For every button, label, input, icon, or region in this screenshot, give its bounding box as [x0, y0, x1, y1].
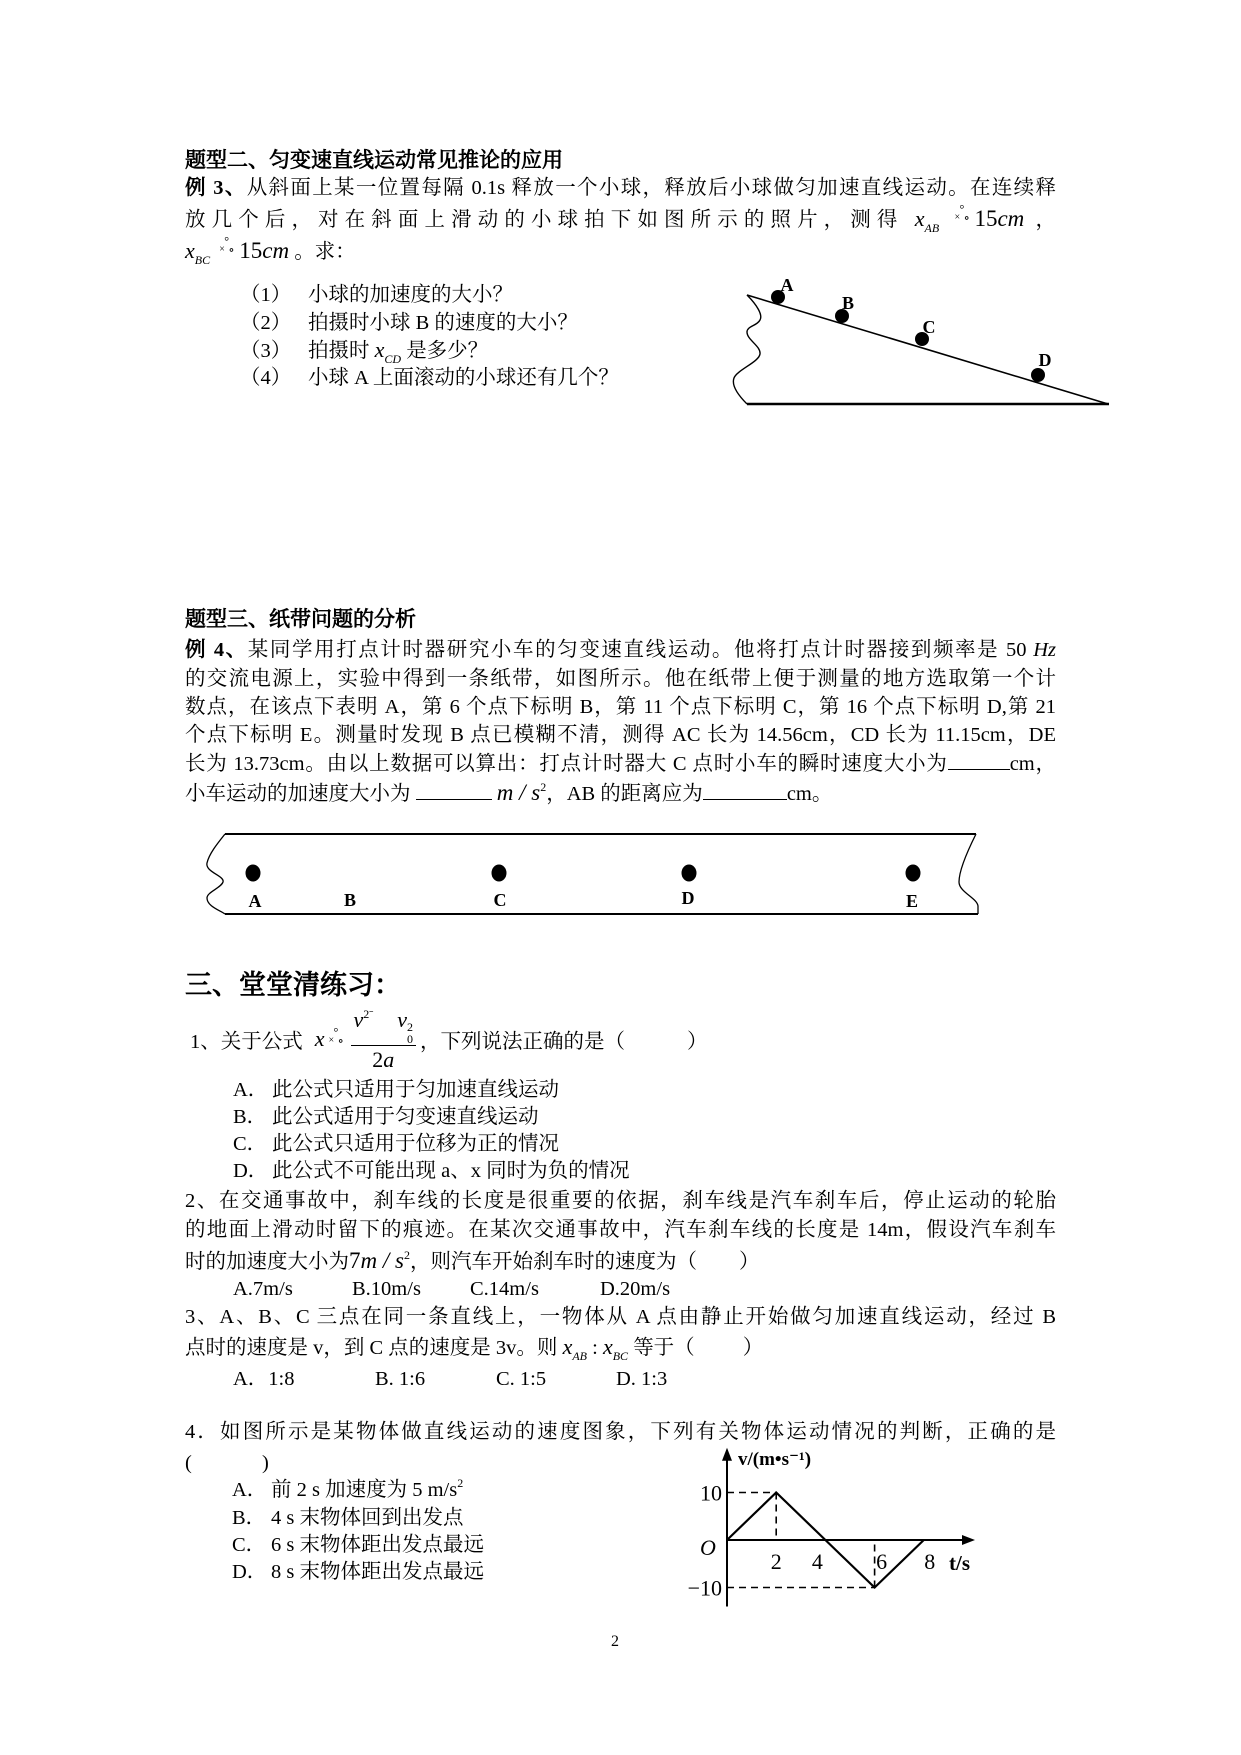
tape-dot-c — [492, 865, 507, 882]
y-tick-label: 10 — [700, 1480, 722, 1506]
question-2-line1: 2、在交通事故中，刹车线的长度是很重要的依据，刹车线是汽车刹车后，停止运动的轮胎 — [185, 1190, 1056, 1212]
fraction-denominator — [372, 1046, 394, 1073]
garbled-minus: ˉ — [369, 1006, 374, 1021]
example4-line4: 个点下标明 E。测量时发现 B 点已模糊不清，测得 AC 长为 14.56cm，CD 长为 11.15cm，DE — [185, 724, 1056, 746]
option-label: A． — [232, 1479, 268, 1501]
question-2-options — [0, 1274, 1100, 1304]
sub-question-number: （4） — [240, 367, 292, 389]
question-1-option — [233, 1102, 833, 1132]
formula-script-stack — [407, 1021, 413, 1045]
frequency-unit: Hz — [1033, 639, 1057, 661]
tape-label-d: D — [681, 888, 695, 908]
question-3-options — [0, 1364, 1100, 1394]
unit-text: cm。 — [786, 783, 833, 805]
question-2-option-a: A.7m/s — [233, 1278, 293, 1300]
question-1-prefix: 1、关于公式 — [190, 1031, 303, 1053]
example4-line2: 的交流电源上，实验中得到一条纸带，如图所示。他在纸带上便于测量的地方选取第一个计 — [185, 668, 1056, 690]
option-label: C． — [232, 1534, 267, 1556]
example4-text: 长为 13.73cm。由以上数据可以算出：打点计时器大 C 点时小车的瞬时速度大小为 — [185, 753, 948, 775]
example4-line5 — [185, 749, 1056, 779]
ball-d — [1031, 368, 1045, 382]
incline-slope-line — [747, 295, 1108, 404]
question-3-option-d: D. 1:3 — [616, 1368, 668, 1390]
answer-paren-gap — [695, 1344, 743, 1354]
option-label: B． — [232, 1507, 267, 1529]
x-axis-label: t/s — [949, 1551, 970, 1575]
question-3-text: 点时的速度是 v，到 C 点的速度是 3v。则 — [185, 1337, 558, 1359]
question-4-option — [232, 1530, 632, 1560]
math-unit: cm — [262, 238, 290, 263]
example3-line2 — [185, 204, 1056, 234]
sub-question — [240, 308, 680, 338]
tape-label-b: B — [343, 890, 357, 910]
math-var: x — [602, 1334, 613, 1359]
denominator-variable: a — [383, 1046, 395, 1072]
example4-text: 某同学用打点计时器研究小车的匀变速直线运动。他将打点计时器接到频率是 50 — [247, 639, 1027, 661]
option-label: C． — [233, 1133, 268, 1155]
option-text: 此公式适用于匀变速直线运动 — [272, 1106, 539, 1128]
formula-v0: v — [397, 1006, 408, 1032]
answer-paren-gap — [697, 1258, 739, 1268]
page-number: 2 — [611, 1633, 619, 1650]
math-subscript: AB — [924, 221, 940, 235]
denominator-coefficient: 2 — [372, 1046, 384, 1072]
formula-fraction — [351, 1006, 417, 1073]
question-1-suffix: ，下列说法正确的是（ — [420, 1031, 626, 1053]
formula-v: v — [353, 1006, 364, 1032]
math-unit: cm — [997, 206, 1025, 231]
ratio-sign: : — [592, 1337, 598, 1359]
ball-label-b: B — [841, 293, 855, 313]
question-2-option-c: C.14m/s — [470, 1278, 539, 1300]
x-tick-label: 4 — [811, 1549, 823, 1574]
tape-right-torn-edge — [959, 834, 978, 914]
question-3-option-c: C. 1:5 — [496, 1368, 547, 1390]
acceleration-unit: m / s — [360, 1248, 404, 1273]
sub-question-text: 小球 A 上面滚动的小球还有几个？ — [308, 367, 619, 389]
math-subscript: AB — [572, 1349, 587, 1363]
math-var: x — [914, 206, 925, 231]
math-var: x — [562, 1334, 573, 1359]
garbled-equals-symbol — [328, 1025, 346, 1048]
question-2-text: ，则汽车开始刹车时的速度为（ — [409, 1251, 697, 1273]
tape-left-torn-edge — [207, 834, 225, 914]
option-text: 6 s 末物体距出发点最远 — [271, 1534, 484, 1556]
data-point — [825, 1539, 827, 1541]
question-4-option — [232, 1557, 632, 1587]
question-prompt: 。求： — [294, 241, 356, 263]
garbled-equals-symbol — [954, 202, 971, 225]
question-3-close-paren: ） — [742, 1337, 764, 1359]
garbled-equals-symbol — [219, 234, 236, 257]
fraction-numerator — [351, 1006, 417, 1046]
garbled-ring: ∘ — [337, 1033, 344, 1048]
math-var: x — [374, 337, 385, 362]
math-value: 15 — [974, 206, 998, 231]
data-point — [775, 1492, 777, 1494]
x-tick-label: 8 — [924, 1549, 936, 1574]
math-value: 15 — [239, 238, 263, 263]
example3-line3 — [185, 236, 1056, 266]
tape-dot-a — [246, 865, 261, 882]
option-text: 8 s 末物体距出发点最远 — [271, 1561, 484, 1583]
option-label: A． — [233, 1079, 269, 1101]
x-tick-label: 6 — [876, 1549, 888, 1574]
tape-dot-e — [906, 865, 921, 882]
question-4-option — [232, 1475, 632, 1505]
section-heading-type2: 题型二、匀变速直线运动常见推论的应用 — [185, 148, 563, 172]
x-tick-label: 2 — [770, 1549, 782, 1574]
option-text: 4 s 末物体回到出发点 — [271, 1507, 464, 1529]
sub-question — [240, 280, 680, 310]
question-3-line1: 3、A、B、C 三点在同一条直线上，一物体从 A 点由静止开始做匀加速直线运动，经过 B — [185, 1306, 1056, 1328]
math-var: x — [185, 238, 195, 263]
question-1-option — [233, 1075, 833, 1105]
data-point — [874, 1587, 876, 1589]
y-axis-arrow-icon — [722, 1448, 732, 1461]
formula-superscript: 2 — [407, 1019, 414, 1034]
option-text: 此公式只适用于匀加速直线运动 — [272, 1079, 559, 1101]
math-subscript: BC — [612, 1349, 629, 1363]
unit-superscript: 2 — [403, 1248, 410, 1262]
question-2-line3 — [185, 1246, 1056, 1276]
sub-question-number: （2） — [240, 312, 292, 334]
data-point — [923, 1539, 925, 1541]
answer-blank-distance — [703, 783, 787, 800]
math-subscript: BC — [194, 253, 211, 267]
data-point — [726, 1539, 728, 1541]
option-text: 此公式不可能出现 a、x 同时为负的情况 — [272, 1160, 630, 1182]
garbled-ring-top: ° — [224, 234, 230, 248]
example4-line1 — [185, 635, 1056, 665]
sub-question — [240, 335, 680, 365]
ball-label-a: A — [780, 275, 794, 295]
example3-text: 放几个后，对在斜面上滑动的小球拍下如图所示的照片，测得 — [185, 209, 904, 231]
option-text: 前 2 s 加速度为 5 m/s — [271, 1479, 458, 1501]
answer-blank-velocity — [948, 753, 1010, 770]
unit-text: cm， — [1009, 753, 1057, 775]
question-3-option-b: B. 1:6 — [375, 1368, 426, 1390]
example4-text: ，AB 的距离应为 — [546, 783, 703, 805]
y-tick-label: −10 — [687, 1575, 722, 1601]
question-2-text: 时的加速度大小为 — [185, 1251, 349, 1273]
x-axis-arrow-icon — [962, 1535, 975, 1545]
question-1-stem — [190, 1008, 890, 1070]
formula-subscript: 0 — [407, 1031, 414, 1046]
example4-text: 小车运动的加速度大小为 — [185, 783, 411, 805]
question-2-option-b: B.10m/s — [352, 1278, 421, 1300]
y-axis-label: v/(m•s⁻¹) — [738, 1448, 812, 1470]
garbled-ring-top: ° — [333, 1025, 339, 1039]
sub-question-number: （1） — [240, 284, 292, 306]
ball-label-c: C — [922, 317, 936, 337]
sub-question — [240, 363, 680, 393]
example3-line1 — [185, 173, 1056, 203]
option-text: 此公式只适用于位移为正的情况 — [272, 1133, 559, 1155]
question-4-option — [232, 1503, 632, 1533]
answer-paren-gap — [625, 1034, 687, 1044]
example4-line6 — [185, 778, 1056, 808]
practice-heading: 三、堂堂清练习： — [185, 970, 401, 1000]
question-3-text: 等于（ — [633, 1337, 695, 1359]
sub-question-text: 小球的加速度的大小？ — [308, 284, 513, 306]
option-label: D． — [232, 1561, 268, 1583]
question-1-close-paren: ） — [687, 1031, 708, 1053]
formula-lhs: x — [314, 1026, 325, 1051]
formula-superscript: 2 — [363, 1006, 370, 1021]
question-3-line2 — [185, 1332, 1056, 1362]
question-2-close-paren: ） — [738, 1251, 760, 1273]
question-1-option — [233, 1129, 833, 1159]
incline-figure — [725, 270, 1120, 415]
acceleration-unit: m / s — [496, 780, 541, 805]
question-2-option-d: D.20m/s — [600, 1278, 671, 1300]
sub-question-text: 拍摄时小球 B 的速度的大小？ — [308, 312, 578, 334]
incline-broken-edge — [733, 295, 760, 404]
tape-label-c: C — [493, 890, 507, 910]
garbled-ring: ∘ — [963, 210, 970, 225]
garbled-cross: × — [954, 212, 961, 223]
punctuation: ， — [1035, 209, 1057, 231]
garbled-ring: ∘ — [228, 242, 235, 257]
numerator-gap — [373, 1017, 397, 1027]
question-3-option-a: A．1:8 — [233, 1368, 295, 1390]
acceleration-value: 7 — [349, 1248, 361, 1273]
garbled-ring-top: ° — [959, 202, 965, 216]
question-4-line1: 4．如图所示是某物体做直线运动的速度图象，下列有关物体运动情况的判断，正确的是 — [185, 1421, 1056, 1443]
question-4-close-paren: ) — [262, 1452, 269, 1474]
sub-question-number: （3） — [240, 340, 292, 362]
example3-label: 例 3、 — [185, 177, 247, 199]
sub-question-text: 是多少？ — [406, 340, 489, 362]
unit-superscript: 2 — [540, 780, 547, 794]
example3-text: 从斜面上某一位置每隔 0.1s 释放一个小球，释放后小球做匀加速直线运动。在连续释 — [246, 177, 1056, 199]
example4-label: 例 4、 — [185, 639, 248, 661]
tape-label-a: A — [248, 891, 262, 911]
garbled-cross: × — [328, 1035, 335, 1046]
section-heading-type3: 题型三、纸带问题的分析 — [185, 607, 416, 631]
origin-label: O — [700, 1535, 716, 1560]
sub-question-text: 拍摄时 — [308, 340, 370, 362]
tape-label-e: E — [905, 891, 919, 911]
option-label: B． — [233, 1106, 268, 1128]
tape-dot-d — [682, 865, 697, 882]
velocity-time-chart — [650, 1430, 990, 1620]
question-2-line2: 的地面上滑动时留下的痕迹。在某次交通事故中，汽车刹车线的长度是 14m，假设汽车刹车 — [185, 1219, 1056, 1241]
paper-tape-figure — [195, 820, 985, 925]
math-subscript: CD — [384, 352, 402, 366]
option-label: D． — [233, 1160, 269, 1182]
ball-label-d: D — [1038, 350, 1052, 370]
question-1-option — [233, 1156, 833, 1186]
garbled-cross: × — [219, 244, 225, 255]
answer-blank-acceleration — [416, 783, 492, 800]
example4-line3: 数点，在该点下表明 A，第 6 个点下标明 B，第 11 个点下标明 C，第 16 个点下标明 D,第 21 — [185, 696, 1056, 718]
question-4-open-paren: ( — [185, 1452, 192, 1474]
unit-superscript: 2 — [457, 1476, 464, 1490]
